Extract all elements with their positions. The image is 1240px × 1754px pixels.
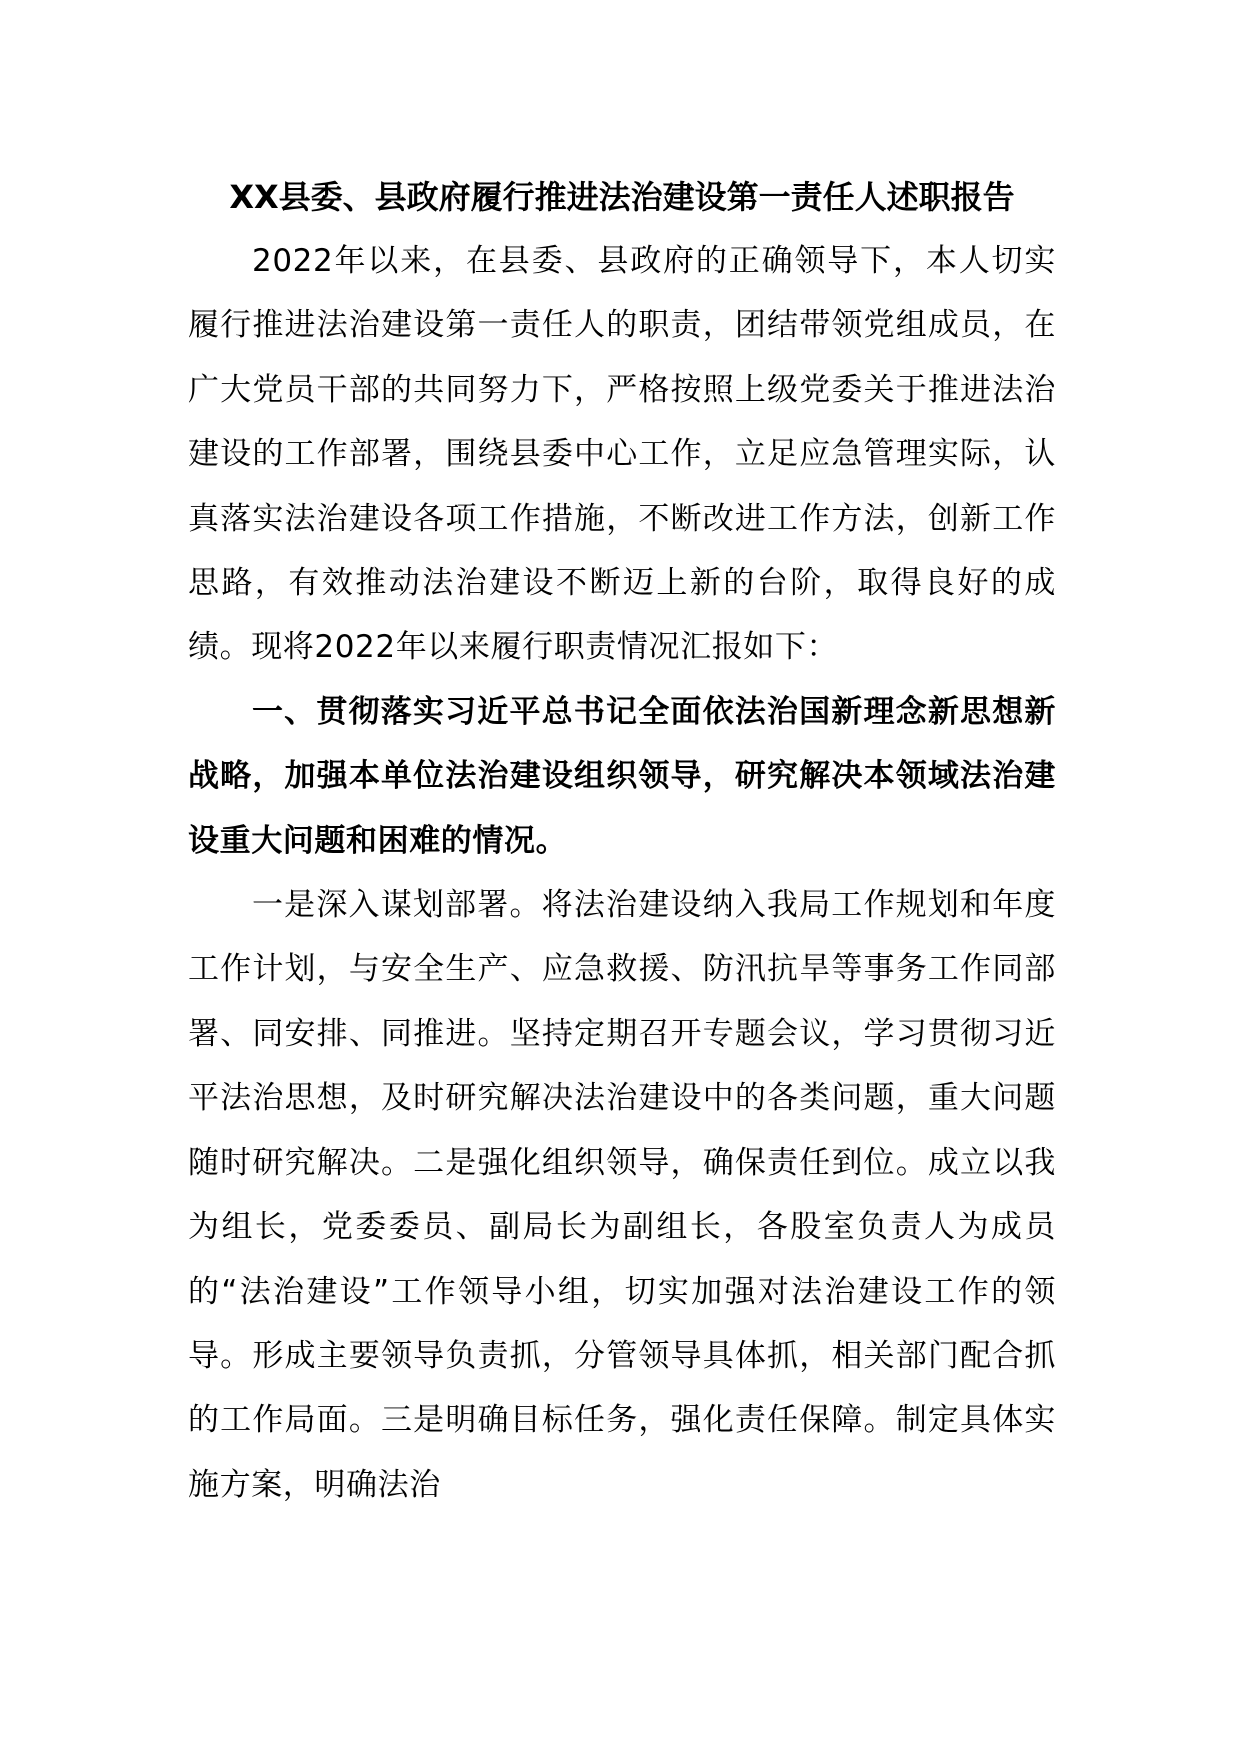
document-title: XX县委、县政府履行推进法治建设第一责任人述职报告 [229,178,1015,216]
section-1-heading: 一、贯彻落实习近平总书记全面依法治国新理念新思想新战略，加强本单位法治建设组织领导，研究解决本领域法治建设重大问题和困难的情况。 [188,693,1056,859]
intro-paragraph: 2022年以来，在县委、县政府的正确领导下，本人切实履行推进法治建设第一责任人的职责，团结带领党组成员，在广大党员干部的共同努力下，严格按照上级党委关于推进法治建设的工作部署，围绕县委中心工作，立足应急管理实际，认真落实法治建设各项工作措施，不断改进工作方法，创新工作思路，有效推动法治建设不断迈上新的台阶，取得良好的成绩。现将2022年以来履行职责情况汇报如下： [188,243,1056,666]
section-1-paragraph: 一是深入谋划部署。将法治建设纳入我局工作规划和年度工作计划，与安全生产、应急救援、防汛抗旱等事务工作同部署、同安排、同推进。坚持定期召开专题会议，学习贯彻习近平法治思想，及时研究解决法治建设中的各类问题，重大问题随时研究解决。二是强化组织领导，确保责任到位。成立以我为组长，党委委员、副局长为副组长，各股室负责人为成员的“法治建设”工作领导小组，切实加强对法治建设工作的领导。形成主要领导负责抓，分管领导具体抓，相关部门配合抓的工作局面。三是明确目标任务，强化责任保障。制定具体实施方案，明确法治 [188,887,1056,1503]
document-body [188,165,1056,1517]
